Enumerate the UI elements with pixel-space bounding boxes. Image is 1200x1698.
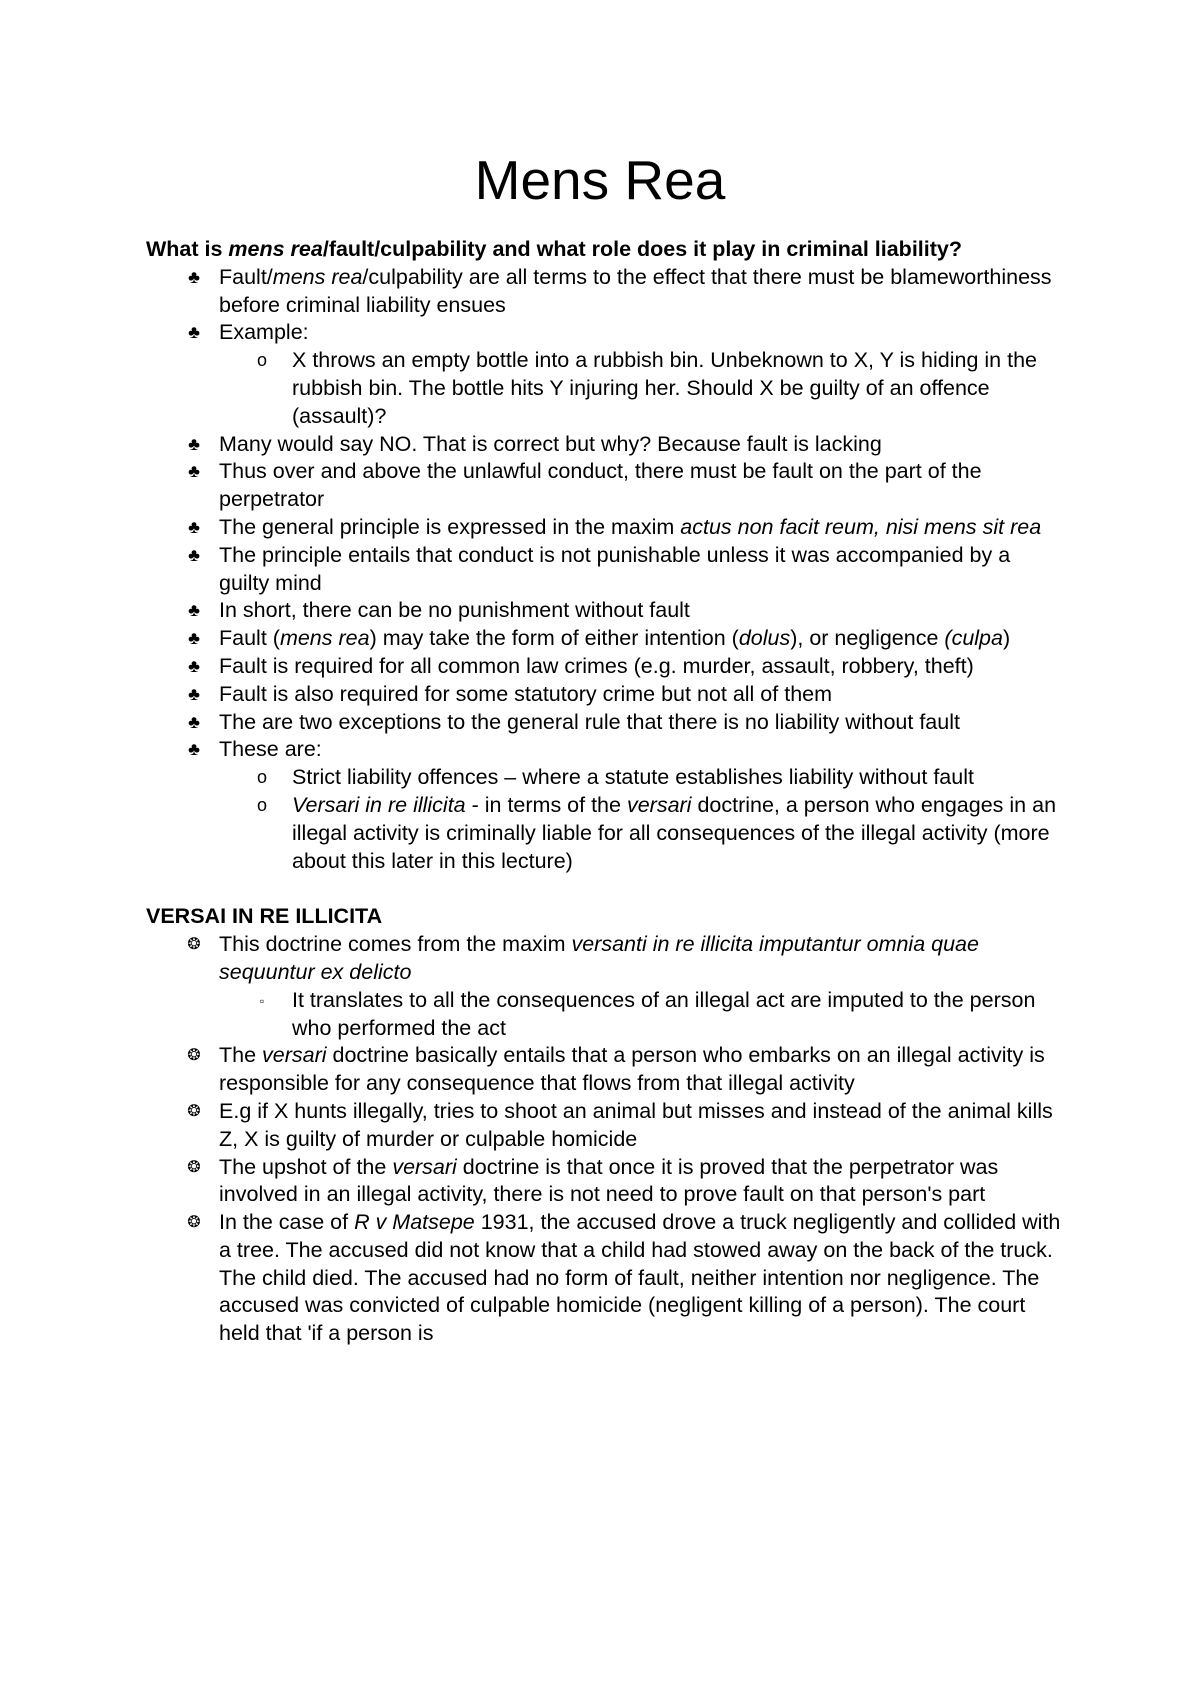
item-matsepe-case xyxy=(146,1209,1066,1348)
text-run: The principle entails that conduct is not punishable unless it was accompanied by a guilty mind xyxy=(219,542,1011,595)
text-run: ) xyxy=(1002,626,1011,651)
sub-bullet-icon: o xyxy=(256,794,267,815)
item-text xyxy=(219,543,1010,595)
item-text xyxy=(292,765,974,789)
text-run: X throws an empty bottle into a rubbish bin. Unbeknown to X, Y is hiding in the rubbish bin. The bottle hits Y injuring her. Should X be guilty of an offence (assault)? xyxy=(292,348,1037,428)
item-general-principle xyxy=(146,514,1066,542)
item-text xyxy=(219,682,832,706)
text-run: Fault is required for all common law crimes (e.g. murder, assault, robbery, theft) xyxy=(219,653,974,678)
item-text xyxy=(292,348,1037,428)
item-text xyxy=(219,737,322,761)
bullet-icon: ❂ xyxy=(187,1047,201,1065)
bullet-icon: ❂ xyxy=(187,1158,201,1176)
text-run: Fault is also required for some statutory crime but not all of them xyxy=(219,681,833,706)
italic-text: versanti in re illicita imputantur omnia quae sequuntur ex delicto xyxy=(219,932,979,984)
item-in-short xyxy=(146,597,1066,625)
item-text xyxy=(219,626,1010,650)
item-two-exceptions xyxy=(146,709,1066,737)
text-run: E.g if X hunts illegally, tries to shoot an animal but misses and instead of the animal kills Z, X is guilty of murder or culpable homicide xyxy=(219,1098,1053,1151)
item-fault-form xyxy=(146,625,1066,653)
bullet-icon: ♣ xyxy=(188,461,200,482)
sub-bullet-icon: o xyxy=(256,767,267,788)
bullet-icon: ❂ xyxy=(187,1102,201,1120)
item-text xyxy=(219,265,1052,317)
item-hunting-example xyxy=(146,1098,1066,1154)
item-strict-liability xyxy=(146,764,1066,792)
text-run: The upshot of the xyxy=(219,1154,393,1179)
text-run: - in terms of the xyxy=(465,792,627,817)
italic-text: actus non facit reum, nisi mens sit rea xyxy=(680,514,1042,539)
bullet-icon: ♣ xyxy=(188,266,200,287)
text-run: The xyxy=(219,1043,263,1068)
italic-text: mens rea xyxy=(228,237,323,261)
item-text xyxy=(292,793,1056,873)
item-many-say-no xyxy=(146,431,1066,459)
bullet-icon: ♣ xyxy=(188,711,200,732)
item-fault-terms xyxy=(146,264,1066,320)
text-run: In the case of xyxy=(219,1210,355,1235)
item-example xyxy=(146,319,1066,347)
italic-text: R v Matsepe xyxy=(354,1210,475,1235)
text-run: These are: xyxy=(219,737,322,762)
text-run: What is xyxy=(146,237,229,261)
item-statutory xyxy=(146,681,1066,709)
section1-list xyxy=(146,264,1066,876)
italic-text: versari xyxy=(392,1154,457,1179)
page-title: Mens Rea xyxy=(474,149,726,211)
section-question xyxy=(146,236,1066,264)
item-text xyxy=(219,432,882,456)
bullet-icon: ♣ xyxy=(188,628,200,649)
document-body xyxy=(146,236,1066,1348)
text-run: It translates to all the consequences of an illegal act are imputed to the person who performed the act xyxy=(292,987,1036,1040)
bullet-icon: ♣ xyxy=(188,739,200,760)
item-common-law xyxy=(146,653,1066,681)
text-run: ) may take the form of either intention ( xyxy=(369,626,739,651)
bullet-icon: ♣ xyxy=(188,600,200,621)
text-run: This doctrine comes from the maxim xyxy=(219,932,572,957)
text-run: In short, there can be no punishment without fault xyxy=(219,598,690,623)
bullet-icon: ♣ xyxy=(188,433,200,454)
text-run: Fault ( xyxy=(219,626,280,651)
sub-bullet-icon: ▫ xyxy=(259,993,265,1008)
item-text xyxy=(219,1043,1045,1095)
section2-heading: VERSAI IN RE ILLICITA xyxy=(146,904,383,929)
item-text xyxy=(219,320,309,344)
text-run: Many would say NO. That is correct but why? Because fault is lacking xyxy=(219,431,882,456)
item-text xyxy=(219,1099,1053,1151)
item-text xyxy=(219,515,1041,539)
item-text xyxy=(219,1210,1060,1345)
bullet-icon: ❂ xyxy=(187,936,201,954)
item-versari-entails xyxy=(146,1042,1066,1098)
item-principle-entails xyxy=(146,542,1066,598)
bullet-icon: ♣ xyxy=(188,683,200,704)
text-run: doctrine basically entails that a person who embarks on an illegal activity is responsible for any consequence that flows from that illegal activity xyxy=(219,1043,1045,1096)
text-run: The general principle is expressed in the maxim xyxy=(219,514,681,539)
item-text xyxy=(219,459,982,511)
bullet-icon: ♣ xyxy=(188,516,200,537)
item-text xyxy=(292,988,1035,1040)
text-run: /culpability are all terms to the effect that there must be blameworthiness before criminal liability ensues xyxy=(219,264,1052,317)
item-text xyxy=(219,654,974,678)
item-versari-exception xyxy=(146,792,1066,875)
item-over-and-above xyxy=(146,458,1066,514)
text-run: ), or negligence xyxy=(790,626,945,651)
italic-text: Versari in re illicita xyxy=(292,792,466,817)
item-example-bottle xyxy=(146,347,1066,430)
text-run: Example: xyxy=(219,320,309,345)
text-run: /fault/culpability and what role does it play in criminal liability? xyxy=(322,237,962,261)
section2-list xyxy=(146,931,1066,1348)
italic-text: versari xyxy=(262,1043,327,1068)
text-run: Strict liability offences – where a statute establishes liability without fault xyxy=(292,765,974,790)
text-run: Fault/ xyxy=(219,264,273,289)
text-run: The are two exceptions to the general rule that there is no liability without fault xyxy=(219,709,960,734)
italic-text: mens rea xyxy=(272,264,363,289)
item-upshot xyxy=(146,1154,1066,1210)
item-text xyxy=(219,932,979,984)
italic-text: dolus xyxy=(738,626,791,651)
bullet-icon: ♣ xyxy=(188,544,200,565)
bullet-icon: ❂ xyxy=(187,1214,201,1232)
item-text xyxy=(219,710,960,734)
bullet-icon: ♣ xyxy=(188,655,200,676)
text-run: doctrine is that once it is proved that the perpetrator was involved in an illegal activity, there is not need to prove fault on that person's part xyxy=(219,1154,999,1207)
text-run: doctrine, a person who engages in an illegal activity is criminally liable for all consequences of the illegal activity (more about this later in this lecture) xyxy=(292,792,1057,873)
italic-text: (culpa xyxy=(944,626,1003,651)
bullet-icon: ♣ xyxy=(188,322,200,343)
text-run: Thus over and above the unlawful conduct, there must be fault on the part of the perpetrator xyxy=(219,459,982,512)
item-text xyxy=(219,1155,998,1207)
italic-text: mens rea xyxy=(279,626,370,651)
item-text xyxy=(219,598,690,622)
item-these-are xyxy=(146,736,1066,764)
text-run: 1931, the accused drove a truck negligently and collided with a tree. The accused did not know that a child had stowed away on the back of the truck. The child died. The accused had no form of fault, neither intention nor negligence. The accused was convicted of culpable homicide (negligent killing of a person). The court held that 'if a person is xyxy=(219,1210,1061,1346)
item-doctrine-maxim xyxy=(146,931,1066,987)
item-translation xyxy=(146,987,1066,1043)
italic-text: versari xyxy=(626,792,692,817)
sub-bullet-icon: o xyxy=(256,350,267,371)
